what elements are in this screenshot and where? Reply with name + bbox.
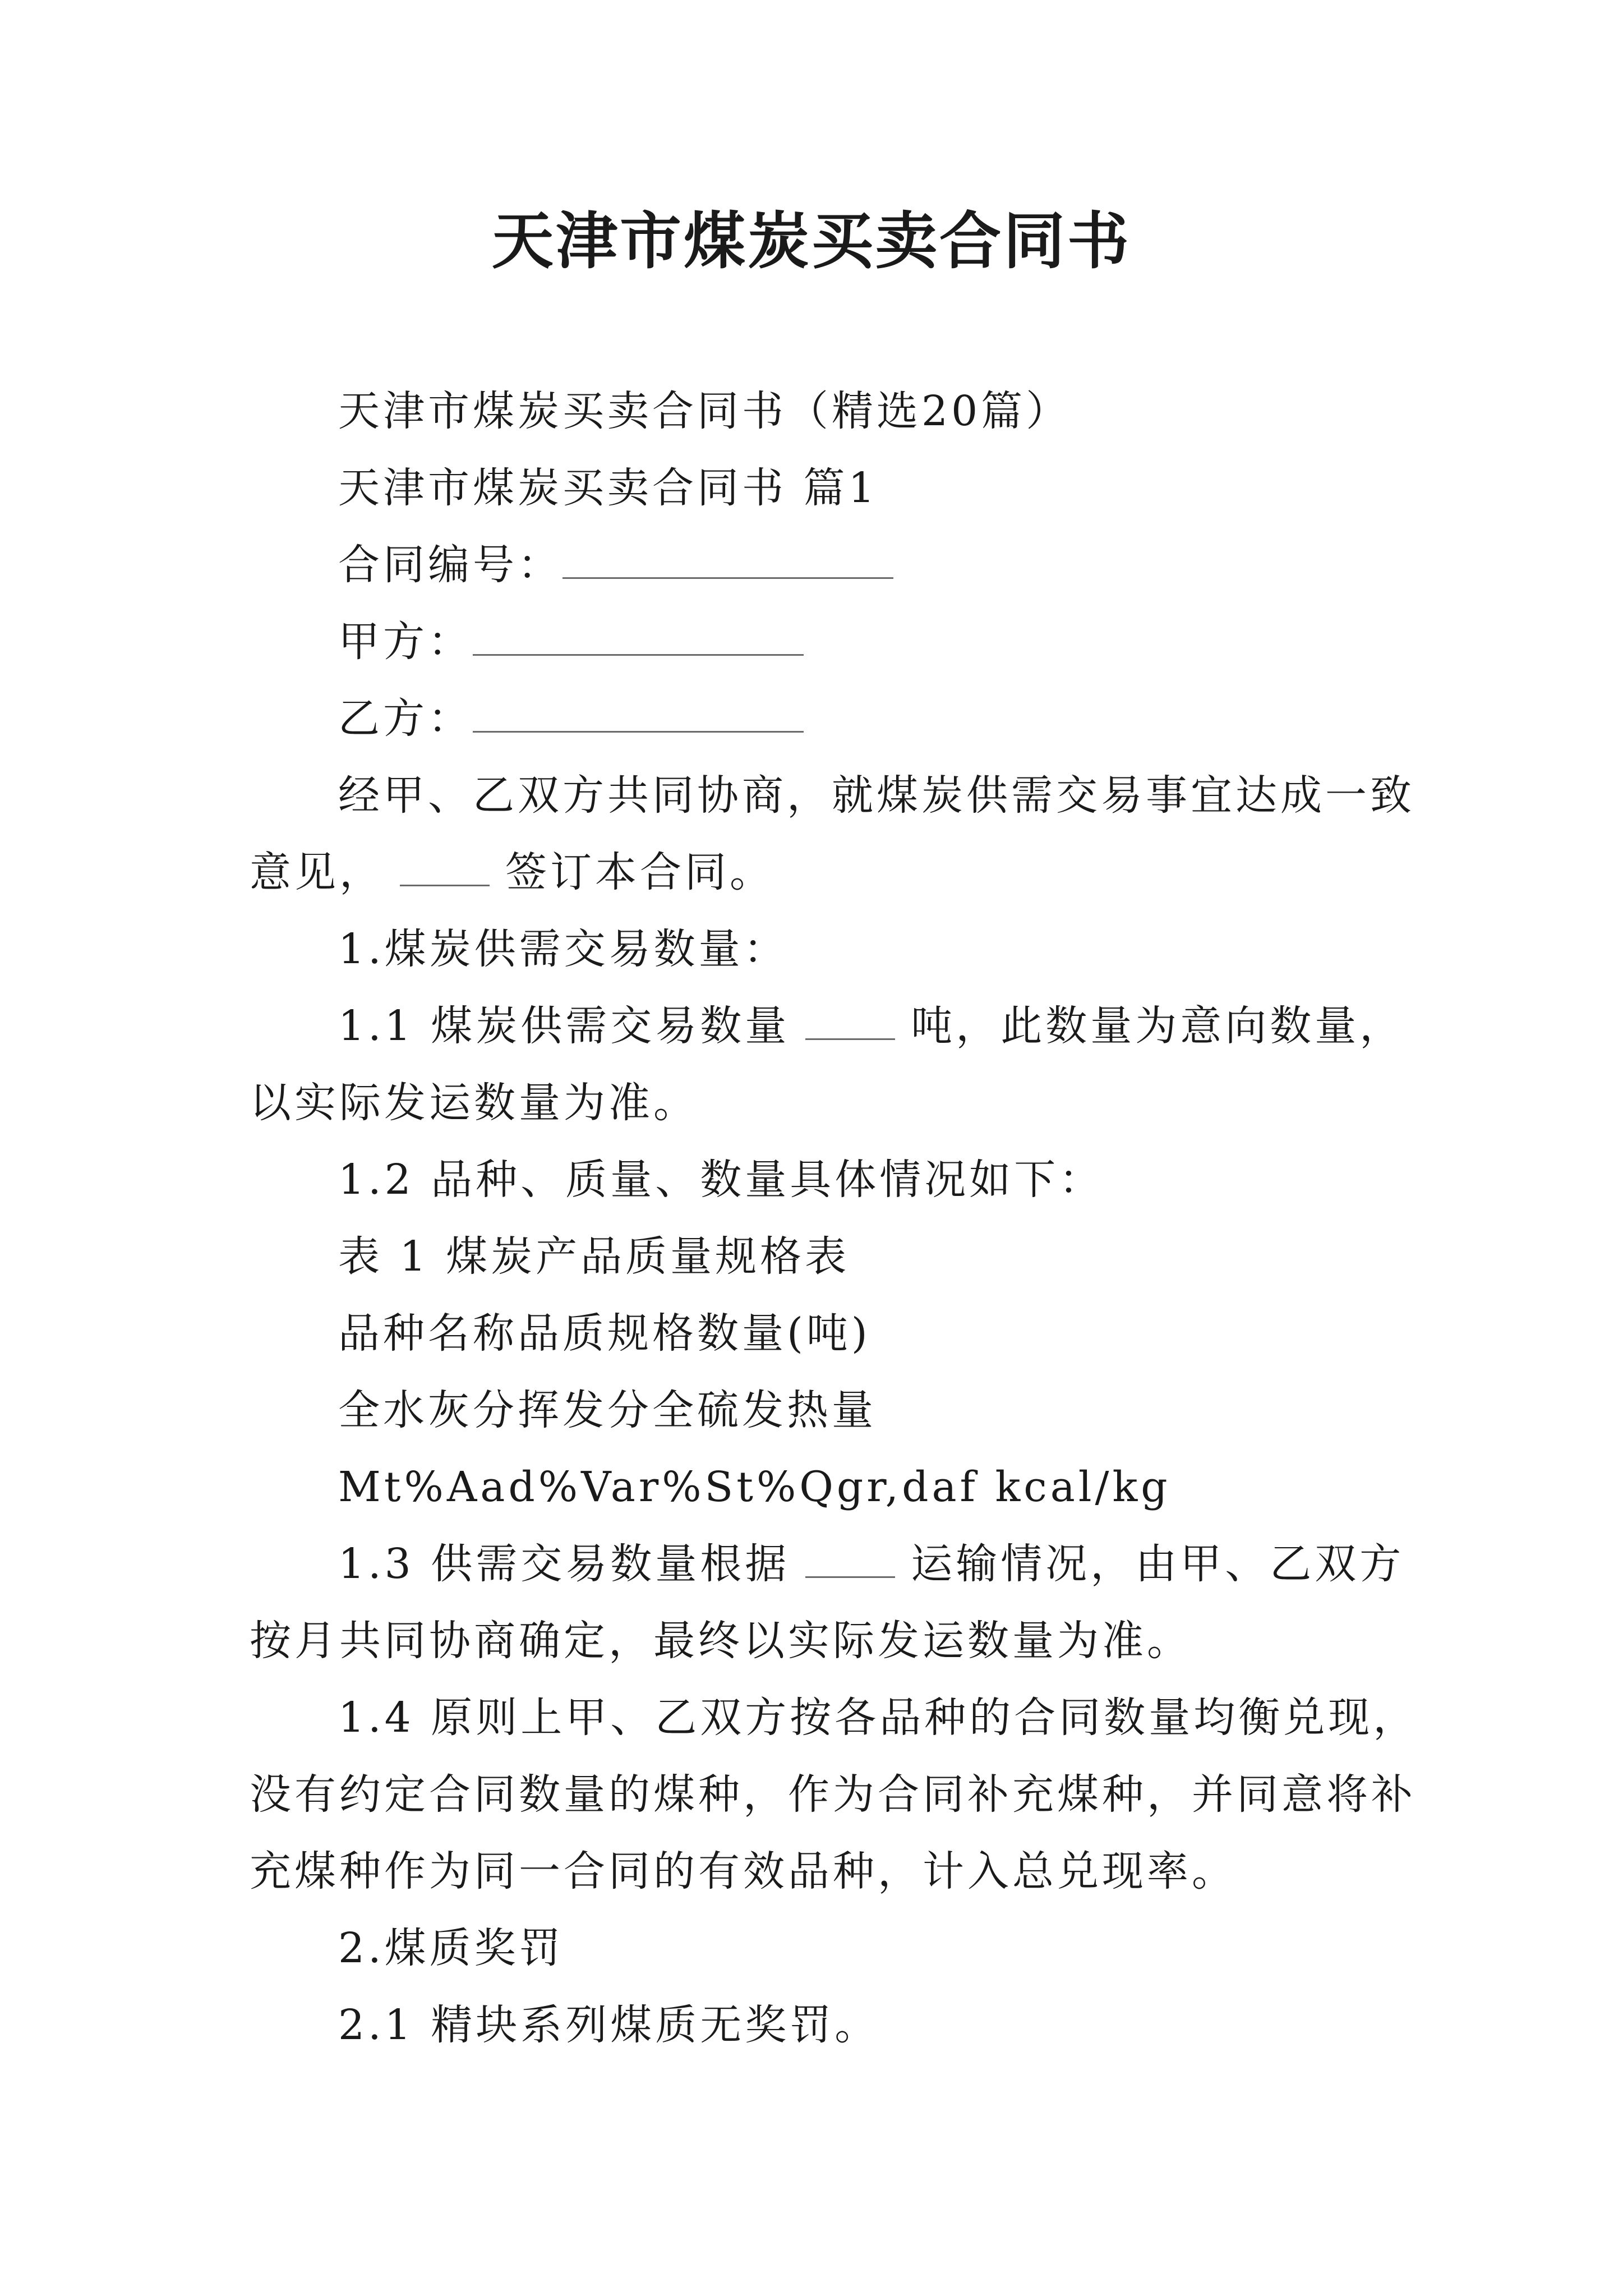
section-2-1: 2.1 精块系列煤质无奖罚。 (338, 2001, 880, 2049)
document-title: 天津市煤炭买卖合同书 (492, 205, 1131, 277)
section-1-4-line-3: 充煤种作为同一合同的有效品种，计入总兑现率。 (250, 1847, 1237, 1895)
section-1-2: 1.2 品种、质量、数量具体情况如下： (338, 1156, 1104, 1204)
intro-line-2-pre: 意见， (250, 848, 384, 896)
transport-blank (805, 1531, 895, 1578)
table-caption: 表 1 煤炭产品质量规格表 (338, 1232, 850, 1281)
table-header: 品种名称品质规格数量(吨) (338, 1309, 871, 1358)
chapter-heading: 天津市煤炭买卖合同书 篇1 (338, 464, 878, 512)
quantity-blank (805, 993, 895, 1040)
section-1-4-line-1: 1.4 原则上甲、乙双方按各品种的合同数量均衡兑现， (338, 1694, 1418, 1742)
section-1-1-line-1 (250, 988, 1405, 1065)
party-b-blank (473, 686, 804, 733)
section-1-3-post: 运输情况，由甲、乙双方 (911, 1540, 1405, 1588)
section-1-3-line-1 (250, 1526, 1405, 1603)
party-b-label: 乙方： (338, 694, 473, 743)
subtitle-line: 天津市煤炭买卖合同书（精选20篇） (338, 387, 1071, 435)
party-a-line (250, 604, 1399, 680)
section-2-heading: 2.煤质奖罚 (338, 1924, 564, 1972)
section-1-1-pre: 1.1 煤炭供需交易数量 (338, 1002, 790, 1050)
section-1-3-pre: 1.3 供需交易数量根据 (338, 1540, 790, 1588)
contract-number-label: 合同编号： (338, 541, 562, 589)
table-units: Mt%Aad%Var%St%Qgr,daf kcal/kg (338, 1463, 1171, 1511)
section-1-1-post: 吨，此数量为意向数量， (911, 1002, 1405, 1050)
document-body (250, 373, 1418, 2064)
intro-line-1: 经甲、乙双方共同协商，就煤炭供需交易事宜达成一致 (338, 771, 1415, 820)
section-1-4-line-2: 没有约定合同数量的煤种，作为合同补充煤种，并同意将补 (250, 1770, 1416, 1819)
contract-number-blank (562, 532, 893, 579)
table-columns: 全水灰分挥发分全硫发热量 (338, 1386, 877, 1434)
party-a-label: 甲方： (338, 618, 473, 666)
intro-line-2-post: 签订本合同。 (505, 848, 774, 896)
section-1-3-line-2: 按月共同协商确定，最终以实际发运数量为准。 (250, 1617, 1192, 1665)
contract-number-line (250, 527, 1399, 604)
section-1-1-line-2: 以实际发运数量为准。 (250, 1079, 698, 1127)
intro-blank (400, 840, 490, 886)
section-1-heading: 1.煤炭供需交易数量： (338, 925, 789, 973)
party-a-blank (473, 609, 804, 656)
intro-line-2 (250, 834, 1399, 911)
party-b-line (250, 680, 1399, 757)
